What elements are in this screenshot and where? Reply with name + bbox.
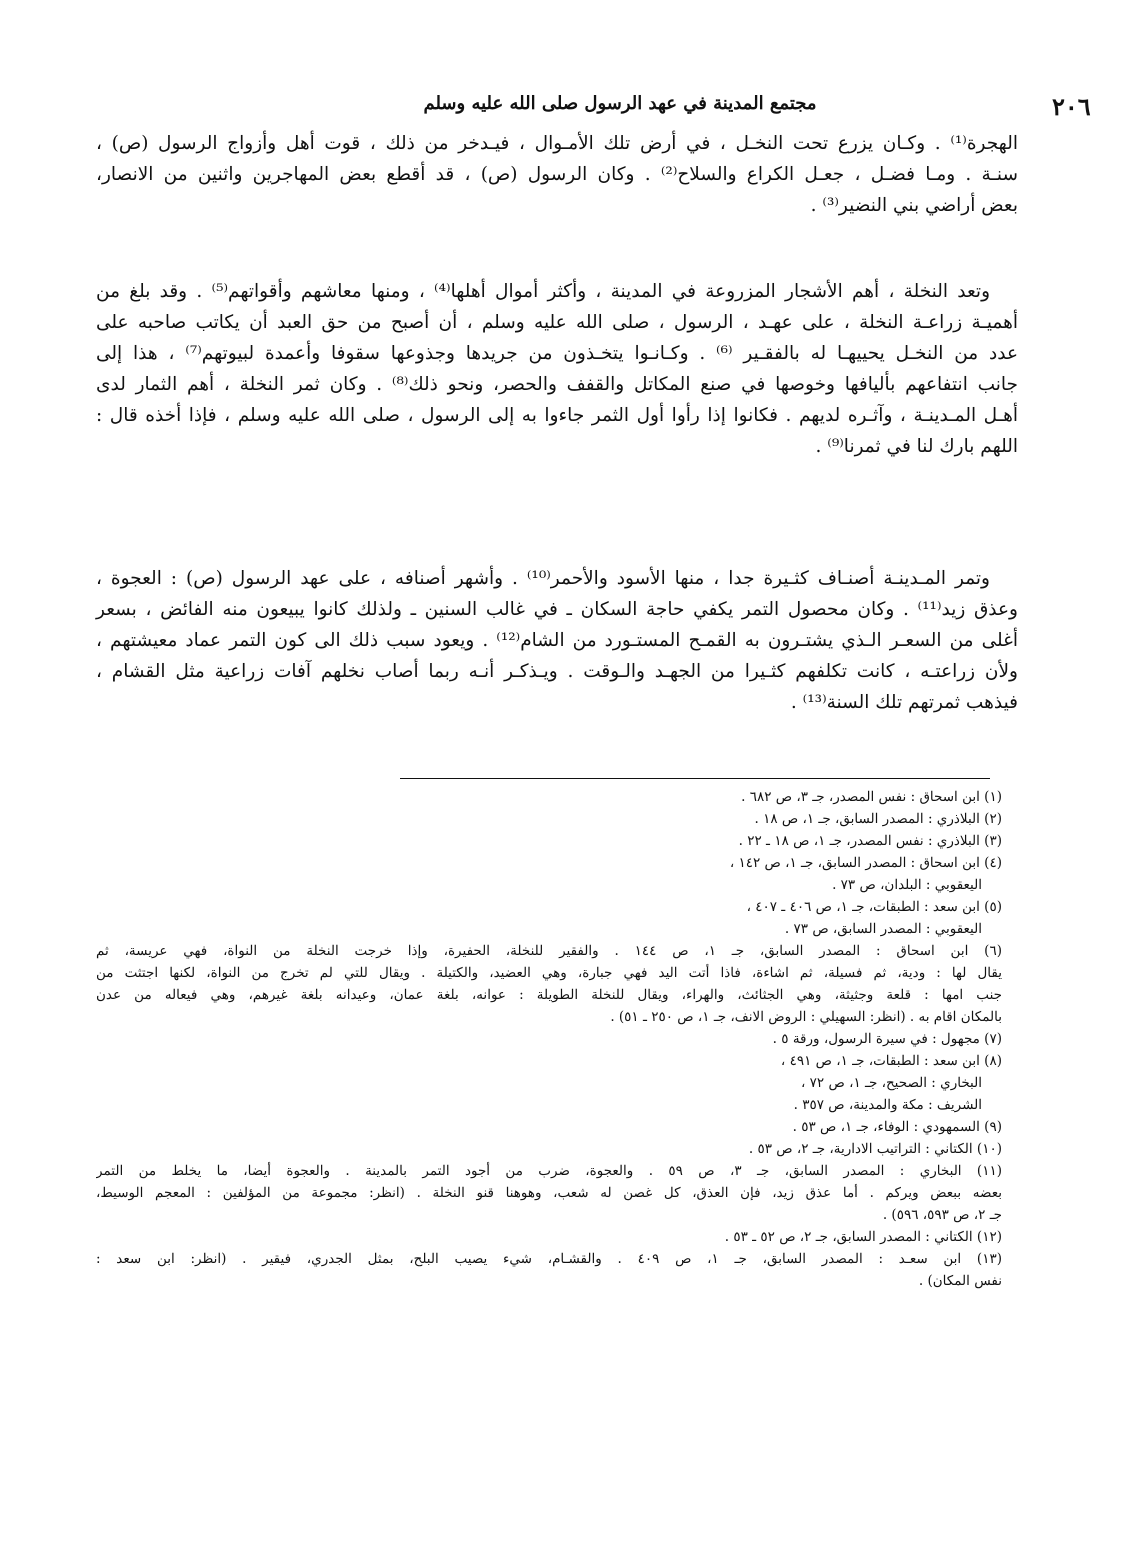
footnote-line: (٣) البلاذري : نفس المصدر، جـ ١، ص ١٨ ـ ٢٢ . xyxy=(738,833,1002,849)
footnote-line: اليعقوبي : المصدر السابق، ص ٧٣ . xyxy=(784,921,982,937)
footnote-separator xyxy=(400,778,990,779)
footnote-line: اليعقوبي : البلدان، ص ٧٣ . xyxy=(832,877,982,893)
text-line: اللهم بارك لنا في ثمرنا⁽⁹⁾ . xyxy=(815,436,1018,457)
text-line: جانب انتفاعهم بأليافها وخوصها في صنع المكاتل والقفف والحصر، ونحو ذلك⁽⁸⁾ . وكان ثمر النخلة ، أهم الثمار لدى xyxy=(96,374,1018,395)
footnote-line: (٤) ابن اسحاق : المصدر السابق، جـ ١، ص ١٤٢ ، xyxy=(729,855,1002,871)
footnote-line: بعضه ببعض ويركم . أما عذق زيد، فإن العذق، كل غصن له شعب، وهوهنا قنو النخلة . (انظر: مجموعة من المؤلفين : المعجم الوسيط، xyxy=(96,1185,1002,1201)
page-number: ٢٠٦ xyxy=(1052,92,1091,121)
footnote-line: يقال لها : ودية، ثم فسيلة، ثم اشاءة، فاذا أتت اليد فهي جبارة، وهي العضيد، والكتيلة . ويقال للتي لم تخرج من النواة، لكنها اجتثت من xyxy=(96,965,1002,981)
body-paragraph-1 xyxy=(96,132,1018,225)
text-line: أهـل المـدينـة ، وآثـره لديهم . فكانوا إذا رأوا أول الثمر جاءوا به إلى الرسول ، صلى الله عليه وسلم ، فإذا أخذه قال : xyxy=(96,405,1018,426)
text-line: ولأن زراعتـه ، كانت تكلفهم كثـيرا من الجهـد والـوقت . ويـذكـر أنـه ربما أصاب نخلهم آفات زراعية مثل القشام ، xyxy=(96,661,1018,682)
footnotes xyxy=(96,786,1002,1292)
footnote-line: جـ ٢، ص ٥٩٣، ٥٩٦) . xyxy=(882,1207,1002,1223)
text-line-content: وتعد النخلة ، أهم الأشجار المزروعة في المدينة ، وأكثر أموال أهلها⁽⁴⁾ ، ومنها معاشهم وأقواتهم⁽⁵⁾ . وقد بلغ من xyxy=(96,281,991,302)
footnote-line: (٦) ابن اسحاق : المصدر السابق، جـ ١، ص ١٤٤ . والفقير للنخلة، الحفيرة، وإذا خرجت النخلة من النواة، فهي عريسة، ثم xyxy=(96,943,1002,959)
footnote-line: (٥) ابن سعد : الطبقات، جـ ١، ص ٤٠٦ ـ ٤٠٧ ، xyxy=(746,899,1002,915)
footnote-line: (١٣) ابن سعـد : المصدر السابق، جـ ١، ص ٤٠٩ . والقشـام، شيء يصيب البلح، بمثل الجدري، فيقير . (انظر: ابن سعد : xyxy=(96,1251,1002,1267)
footnote-line: (٨) ابن سعد : الطبقات، جـ ١، ص ٤٩١ ، xyxy=(780,1053,1002,1069)
footnote-line: بالمكان اقام به . (انظر: السهيلي : الروض الانف، جـ ١، ص ٢٥٠ ـ ٥١) . xyxy=(610,1009,1002,1025)
footnote-line: (١٢) الكتاني : المصدر السابق، جـ ٢، ص ٥٢ ـ ٥٣ . xyxy=(724,1229,1002,1245)
text-line: أهميـة زراعـة النخلة ، على عهـد ، الرسول ، صلى الله عليه وسلم ، أن أصبح من حق العبد أن يكاتب صاحبه على xyxy=(96,312,1018,333)
text-line: وعذق زيد⁽¹¹⁾ . وكان محصول التمر يكفي حاجة السكان ـ في غالب السنين ـ ولذلك كانوا يبيعون منه الفائض ، بسعر xyxy=(96,599,1018,620)
footnote-line: جنب امها : قلعة وجثيثة، وهي الجثائث، والهراء، ويقال للنخلة الطويلة : عوانه، بلغة عمان، وعيدانه بلغة غيرهم، وهي فيعاله من عدن xyxy=(96,987,1002,1003)
footnote-line: (١) ابن اسحاق : نفس المصدر، جـ ٣، ص ٦٨٢ . xyxy=(741,789,1002,805)
text-line: سنـة . ومـا فضـل ، جعـل الكراع والسلاح⁽²⁾ . وكان الرسول (ص) ، قد أقطع بعض المهاجرين واثنين من الانصار، xyxy=(96,164,1018,185)
footnote-line: (٧) مجهول : في سيرة الرسول، ورقة ٥ . xyxy=(772,1031,1002,1047)
text-line: فيذهب ثمرتهم تلك السنة⁽¹³⁾ . xyxy=(790,692,1018,713)
footnote-line: (٢) البلاذري : المصدر السابق، جـ ١، ص ١٨ . xyxy=(754,811,1002,827)
footnote-line: (٩) السمهودي : الوفاء، جـ ١، ص ٥٣ . xyxy=(792,1119,1002,1135)
text-line: أغلى من السعـر الـذي يشتـرون به القمـح المستـورد من الشام⁽¹²⁾ . ويعود سبب ذلك الى كون التمر عماد معيشتهم ، xyxy=(96,630,1018,651)
body-paragraph-2 xyxy=(96,280,1018,466)
body-paragraph-3 xyxy=(96,567,1018,722)
text-line: الهجرة⁽¹⁾ . وكـان يزرع تحت النخـل ، في أرض تلك الأمـوال ، فيـدخر من ذلك ، قوت أهل وأزواج الرسول (ص) ، xyxy=(96,133,1018,154)
text-line xyxy=(96,567,1018,598)
footnote-line: البخاري : الصحيح، جـ ١، ص ٧٢ ، xyxy=(801,1075,982,1091)
running-title: مجتمع المدينة في عهد الرسول صلى الله عليه وسلم xyxy=(423,93,817,114)
text-line-content: وتمر المـدينـة أصنـاف كثـيرة جدا ، منها الأسود والأحمر⁽¹⁰⁾ . وأشهر أصنافه ، على عهد الرسول (ص) : العجوة ، xyxy=(96,568,990,589)
footnote-line: (١٠) الكتاني : التراتيب الادارية، جـ ٢، ص ٥٣ . xyxy=(748,1141,1002,1157)
text-line: عدد من النخـل يحييهـا له بالفقـير ⁽⁶⁾ . وكـانـوا يتخـذون من جريدها وجذوعها سقوفا وأعمدة لبيوتهم⁽⁷⁾ ، هذا إلى xyxy=(96,343,1018,364)
footnote-line: (١١) البخاري : المصدر السابق، جـ ٣، ص ٥٩ . والعجوة، ضرب من أجود التمر بالمدينة . والعجوة أيضا، ما يخلط من التمر xyxy=(96,1163,1002,1179)
footnote-line: الشريف : مكة والمدينة، ص ٣٥٧ . xyxy=(793,1097,982,1113)
text-line xyxy=(96,280,1018,311)
text-line: بعض أراضي بني النضير⁽³⁾ . xyxy=(810,195,1018,216)
footnote-line: نفس المكان) . xyxy=(918,1273,1002,1289)
